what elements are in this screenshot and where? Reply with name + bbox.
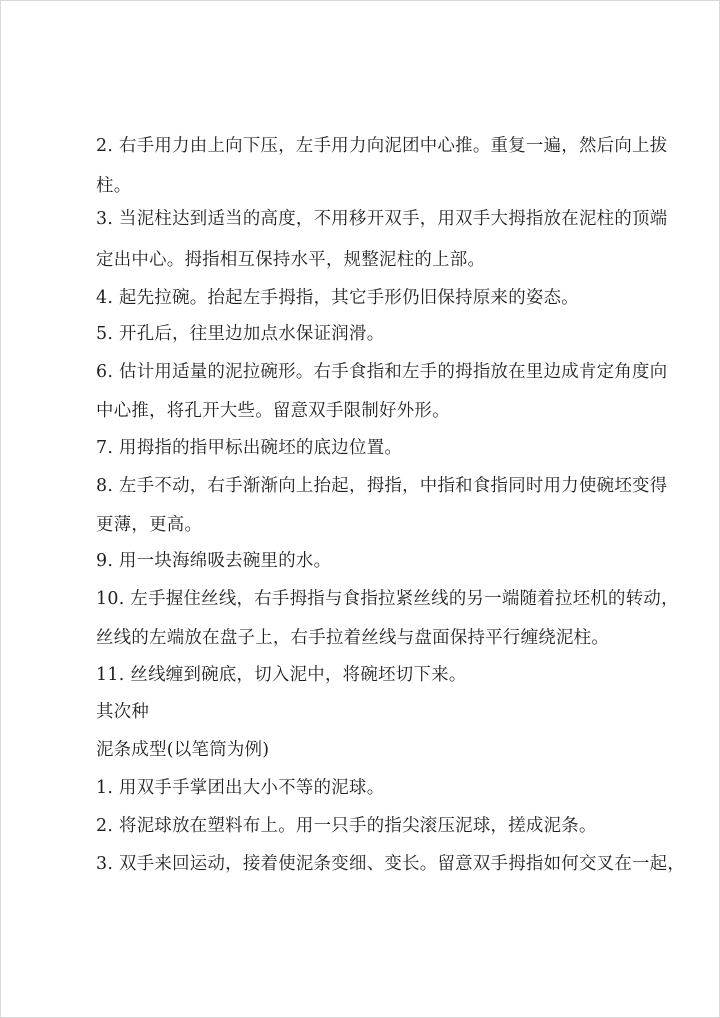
- step-5-line: 5. 开孔后，往里边加点水保证润滑。: [96, 324, 385, 344]
- step-8-line-2: 更薄，更高。: [96, 515, 203, 535]
- coil-step-1-line: 1. 用双手手掌团出大小不等的泥球。: [96, 778, 385, 798]
- step-3-line-1: 3. 当泥柱达到适当的高度，不用移开双手，用双手大拇指放在泥柱的顶端: [96, 209, 668, 229]
- step-2-line-2: 柱。: [96, 176, 132, 196]
- section-heading: 其次种: [96, 702, 150, 722]
- step-4-line: 4. 起先拉碗。抬起左手拇指，其它手形仍旧保持原来的姿态。: [96, 288, 579, 308]
- step-6-line-2: 中心推，将孔开大些。留意双手限制好外形。: [96, 401, 450, 421]
- step-7-line: 7. 用拇指的指甲标出碗坯的底边位置。: [96, 438, 403, 458]
- coil-step-2-line: 2. 将泥球放在塑料布上。用一只手的指尖滚压泥球，搓成泥条。: [96, 816, 597, 836]
- coil-step-3-line: 3. 双手来回运动，接着使泥条变细、变长。留意双手拇指如何交叉在一起，: [96, 854, 686, 874]
- step-3-line-2: 定出中心。拇指相互保持水平，规整泥柱的上部。: [96, 250, 486, 270]
- section-subheading: 泥条成型(以笔筒为例): [96, 740, 270, 760]
- step-9-line: 9. 用一块海绵吸去碗里的水。: [96, 551, 332, 571]
- step-2-line-1: 2. 右手用力由上向下压，左手用力向泥团中心推。重复一遍，然后向上拔: [96, 136, 668, 156]
- step-8-line-1: 8. 左手不动，右手渐渐向上抬起，拇指，中指和食指同时用力使碗坯变得: [96, 476, 668, 496]
- step-10-line-2: 丝线的左端放在盘子上，右手拉着丝线与盘面保持平行缠绕泥柱。: [96, 628, 610, 648]
- step-10-line-1: 10. 左手握住丝线，右手拇指与食指拉紧丝线的另一端随着拉坯机的转动，: [96, 589, 679, 609]
- step-11-line: 11. 丝线缠到碗底，切入泥中，将碗坯切下来。: [96, 665, 467, 685]
- step-6-line-1: 6. 估计用适量的泥拉碗形。右手食指和左手的拇指放在里边成肯定角度向: [96, 362, 668, 382]
